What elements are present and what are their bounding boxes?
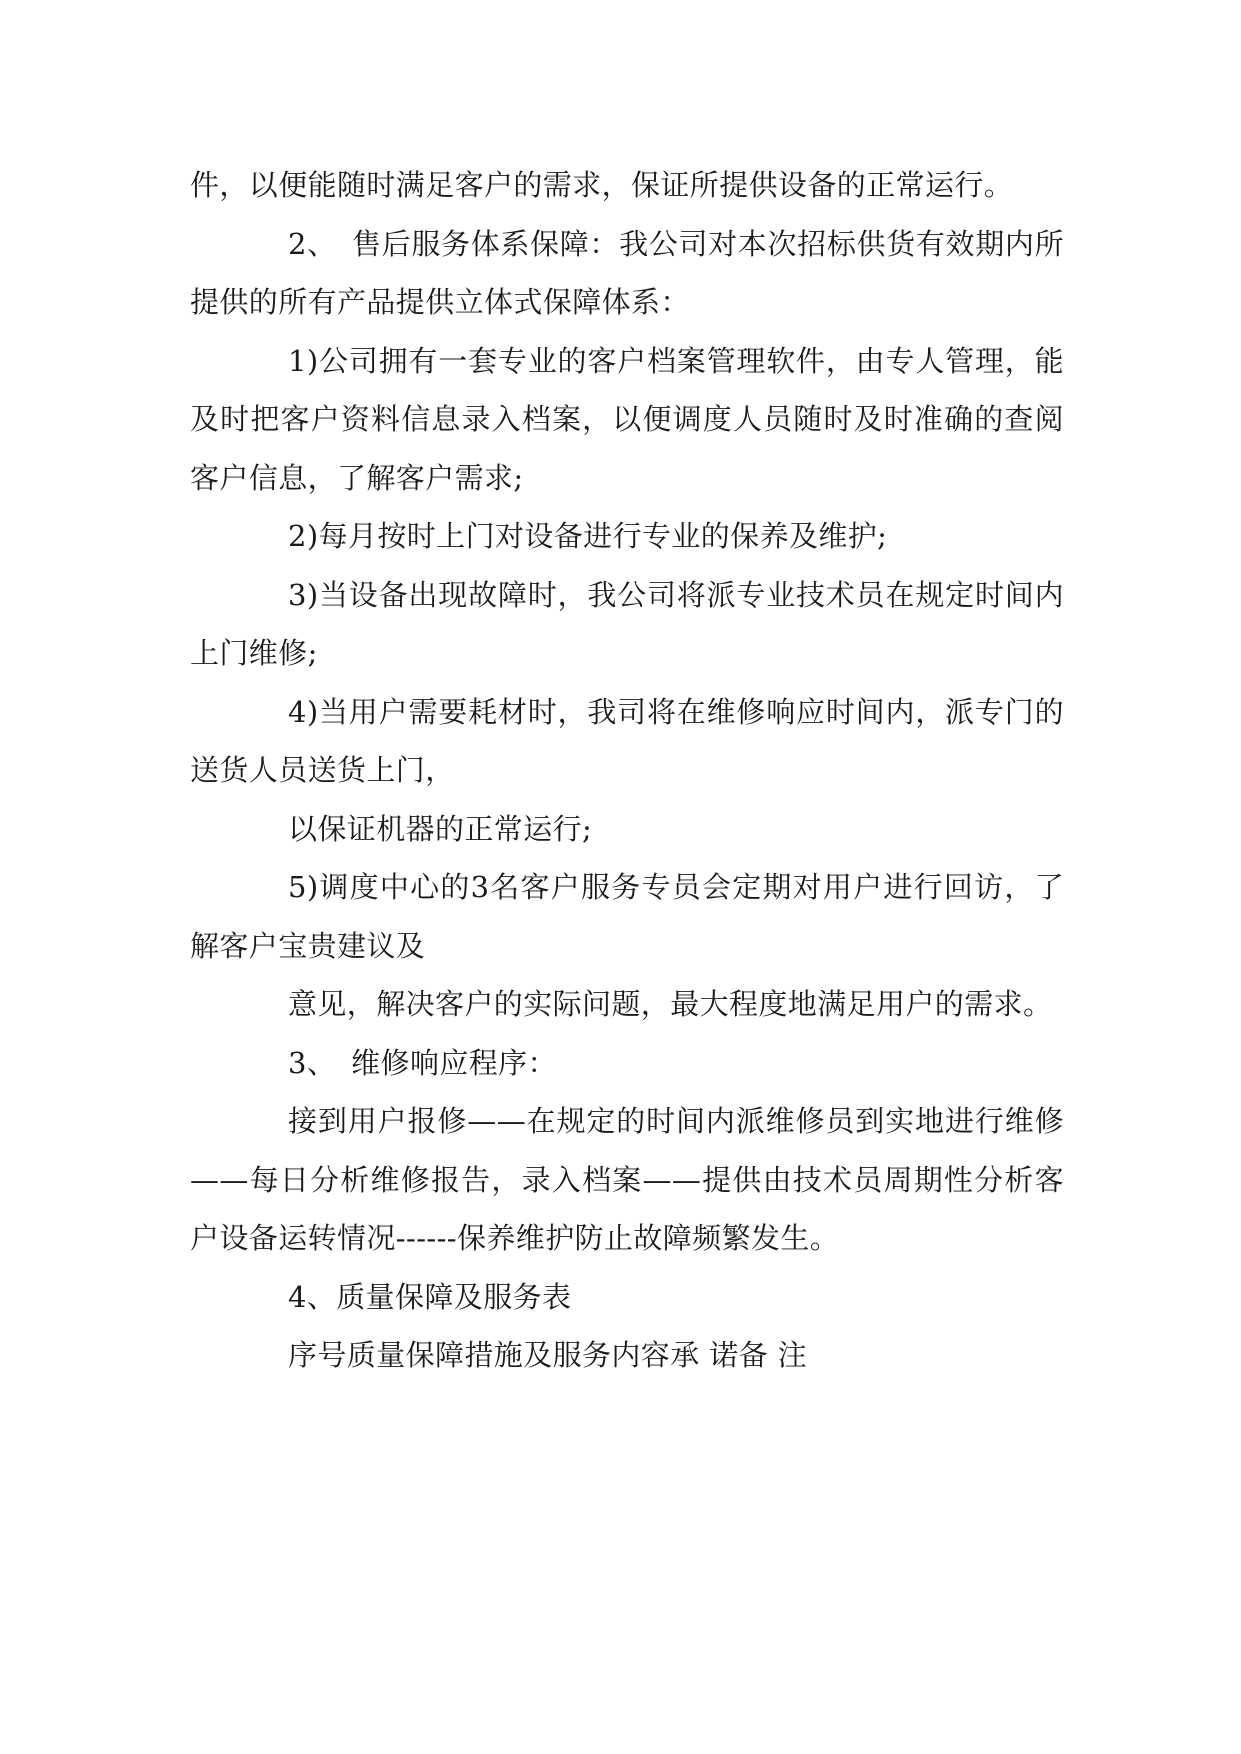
paragraph-item-5-cont: 意见，解决客户的实际问题，最大程度地满足用户的需求。 — [288, 987, 1053, 1021]
paragraph-continuation: 件，以便能随时满足客户的需求，保证所提供设备的正常运行。 — [190, 168, 1014, 202]
paragraph-table-header: 序号质量保障措施及服务内容承 诺备 注 — [288, 1338, 808, 1372]
paragraph-section-4-heading: 4、质量保障及服务表 — [288, 1279, 572, 1314]
body-text — [190, 156, 1064, 1385]
paragraph-item-4-cont: 以保证机器的正常运行; — [288, 811, 593, 846]
paragraph-item-4: 4)当用户需要耗材时，我司将在维修响应时间内，派专门的送货人员送货上门， — [190, 694, 1064, 787]
paragraph-item-3: 3)当设备出现故障时，我公司将派专业技术员在规定时间内上门维修; — [190, 577, 1064, 670]
paragraph-section-3-heading: 3、 维修响应程序： — [288, 1045, 557, 1080]
paragraph-repair-procedure: 接到用户报修——在规定的时间内派维修员到实地进行维修——每日分析维修报告，录入档案——提供由技术员周期性分析客户设备运转情况------保养维护防止故障频繁发生。 — [190, 1104, 1064, 1255]
paragraph-after-sales-system: 2、 售后服务体系保障：我公司对本次招标供货有效期内所提供的所有产品提供立体式保障体系： — [190, 226, 1064, 319]
paragraph-item-2: 2)每月按时上门对设备进行专业的保养及维护; — [288, 519, 888, 553]
paragraph-item-1: 1)公司拥有一套专业的客户档案管理软件，由专人管理，能及时把客户资料信息录入档案，以便调度人员随时及时准确的查阅客户信息，了解客户需求; — [190, 343, 1064, 495]
paragraph-item-5: 5)调度中心的3名客户服务专员会定期对用户进行回访，了解客户宝贵建议及 — [190, 870, 1064, 963]
